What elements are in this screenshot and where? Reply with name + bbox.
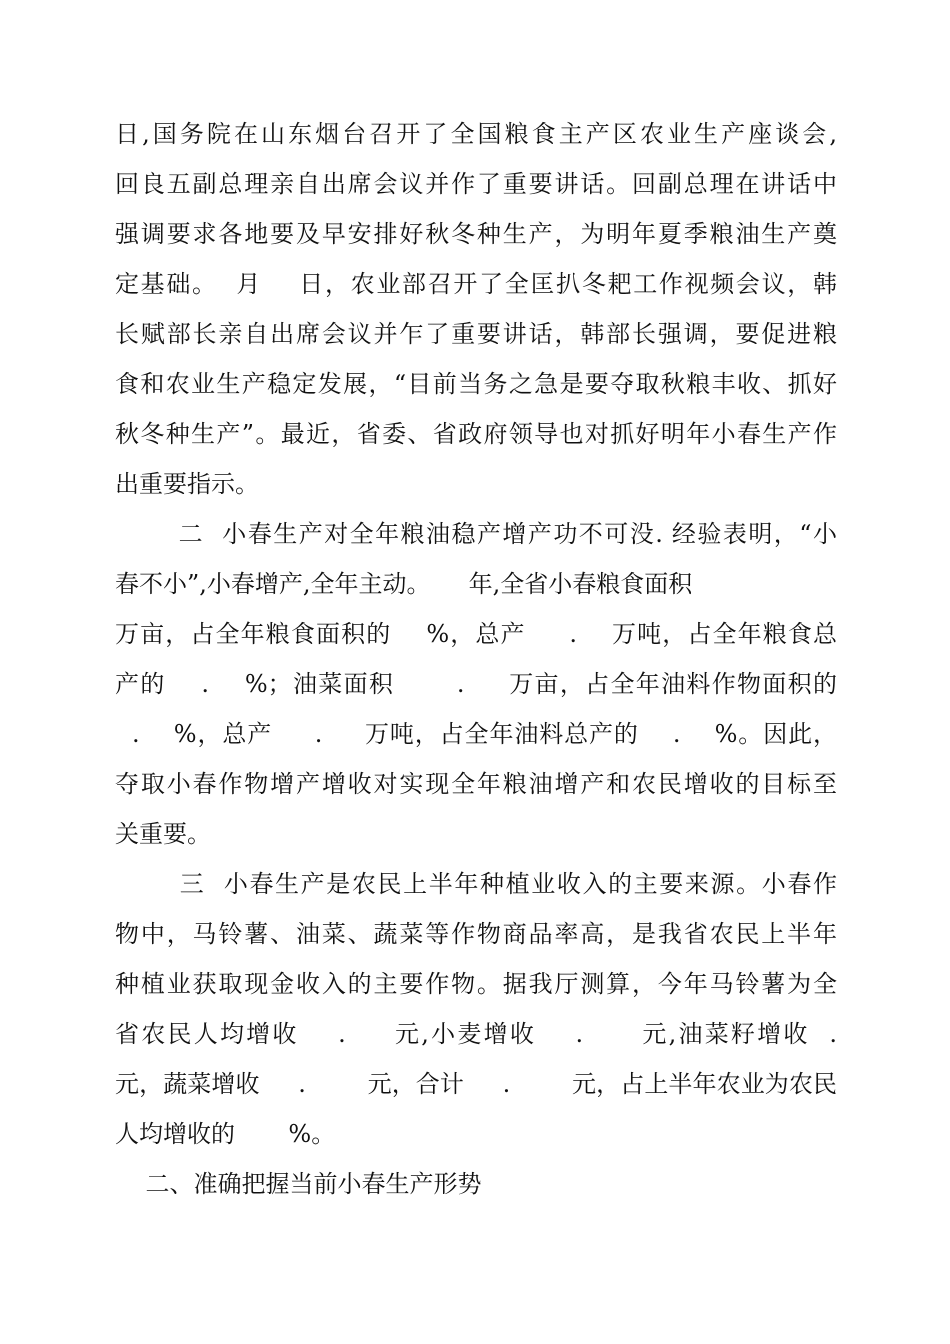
- text-line: . %，总产 . 万吨，占全年油料总产的 . %。因此，: [115, 720, 837, 748]
- text-line: 人均增收的 %。: [115, 1120, 336, 1148]
- text-line: 关重要。: [115, 820, 211, 848]
- text-line: 秋冬种生产”。最近，省委、省政府领导也对抓好明年小春生产作: [115, 420, 837, 448]
- text-line: 产的 . %；油菜面积 . 万亩，占全年油料作物面积的: [115, 670, 837, 698]
- text-line: 省农民人均增收 . 元,小麦增收 . 元,油菜籽增收 .: [115, 1020, 837, 1048]
- text-line: 夺取小春作物增产增收对实现全年粮油增产和农民增收的目标至: [115, 770, 837, 798]
- text-line: 强调要求各地要及早安排好秋冬种生产，为明年夏季粮油生产奠: [115, 220, 837, 248]
- text-line: 春不小”,小春增产,全年主动。 年,全省小春粮食面积: [115, 570, 693, 598]
- text-line: 出重要指示。: [115, 470, 259, 498]
- text-line: 物中，马铃薯、油菜、蔬菜等作物商品率高，是我省农民上半年: [115, 920, 837, 948]
- text-line: 日,国务院在山东烟台召开了全国粮食主产区农业生产座谈会,: [115, 120, 837, 148]
- text-line: 二 小春生产对全年粮油稳产增产功不可没. 经验表明，“小: [115, 520, 837, 548]
- text-line: 长赋部长亲自出席会议并乍了重要讲话，韩部长强调，要促进粮: [115, 320, 837, 348]
- text-line: 元，蔬菜增收 . 元，合计 . 元，占上半年农业为农民: [115, 1070, 837, 1098]
- section-heading: 二、准确把握当前小春生产形势: [115, 1170, 482, 1198]
- text-line: 回良五副总理亲自出席会议并作了重要讲话。回副总理在讲话中: [115, 170, 837, 198]
- text-line: 种植业获取现金收入的主要作物。据我厅测算，今年马铃薯为全: [115, 970, 837, 998]
- text-line: 食和农业生产稳定发展，“目前当务之急是要夺取秋粮丰收、抓好: [115, 370, 837, 398]
- text-line: 三 小春生产是农民上半年种植业收入的主要来源。小春作: [115, 870, 837, 898]
- text-line: 万亩，占全年粮食面积的 %，总产 . 万吨，占全年粮食总: [115, 620, 837, 648]
- text-line: 定基础。 月 日，农业部召开了全匡扒冬耙工作视频会议，韩: [115, 270, 837, 298]
